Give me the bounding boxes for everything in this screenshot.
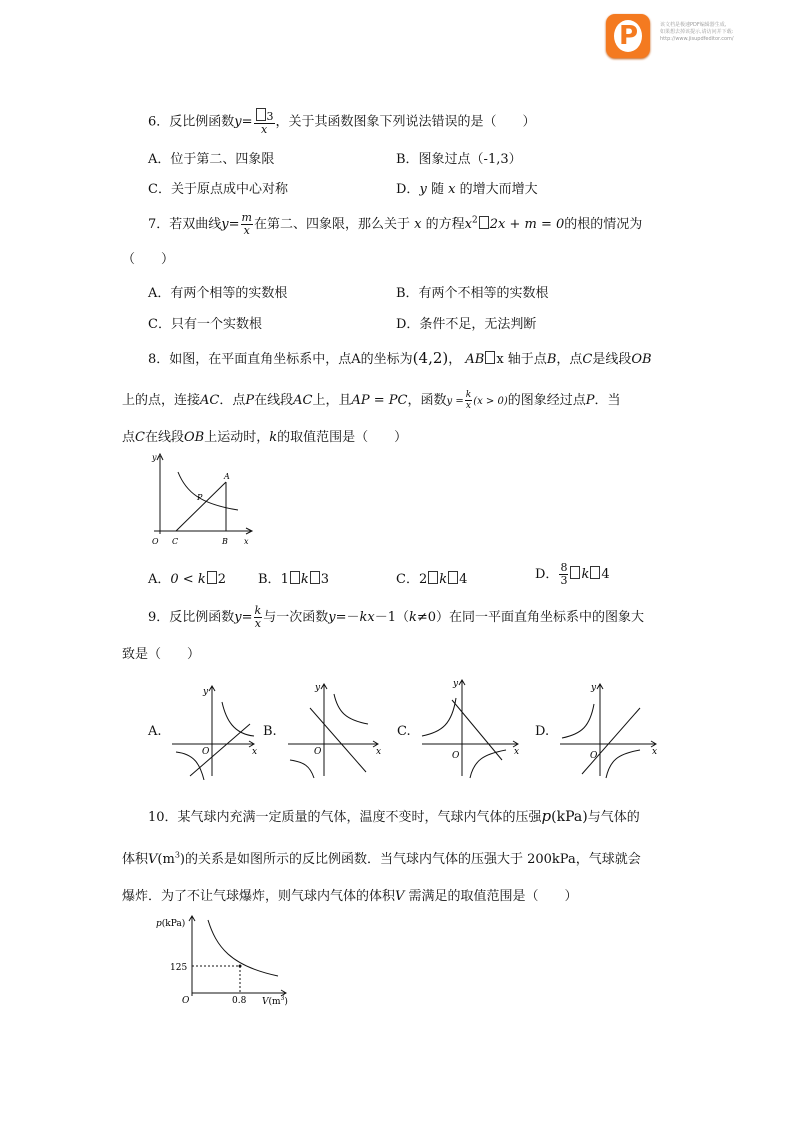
q6-option-d: D．y 随 x 的增大而增大 [396, 182, 538, 197]
q8-option-a: A．0 < k 2 [148, 572, 226, 587]
watermark-line1: 该文档是极速PDF编辑器生成, [660, 22, 727, 28]
q7-option-a: A．有两个相等的实数根 [148, 286, 288, 301]
q10-ylabel: p(kPa) [156, 919, 186, 929]
q8-option-c: C．2 k 4 [396, 572, 468, 587]
q7-option-b: B．有两个不相等的实数根 [396, 286, 549, 301]
q8-label-b: B [222, 537, 228, 546]
q7-paren: （ ） [122, 252, 175, 267]
q10-ytick: 125 [170, 963, 188, 973]
svg-text:y: y [203, 687, 209, 697]
q8-label-x: x [244, 537, 249, 546]
q10-stem-line2: 体积$V(m^3)$的关系是如图所示的反比例函数．当气球内气体的压强大于 200kPa，气球就会 [122, 850, 641, 867]
q9-graph-c [418, 676, 522, 780]
q8-label-a: A [224, 472, 230, 481]
q6-stem: 6．反比例函数y= $\frac{3}{x}$ ，关于其函数图象下列说法错误的是（ ） [148, 110, 536, 136]
q6-fraction: $\frac{3}{x}$ [254, 108, 275, 136]
svg-text:O: O [314, 747, 322, 757]
q8-segment-ac [176, 482, 226, 531]
q10-origin: O [182, 996, 190, 1006]
svg-text:y: y [315, 683, 321, 693]
svg-text:x: x [652, 747, 658, 757]
svg-text:O: O [590, 751, 598, 761]
q8-label-o: O [152, 537, 159, 546]
q10-curve [208, 920, 278, 976]
svg-text:O: O [202, 747, 210, 757]
q9-option-b-label: B. [263, 724, 277, 739]
q9-graph-a [170, 680, 260, 780]
svg-text:x: x [376, 747, 382, 757]
q9-graph-b [284, 680, 384, 780]
q7-option-d: D．条件不足，无法判断 [396, 317, 537, 332]
watermark-text [660, 22, 734, 43]
svg-text:x: x [514, 747, 520, 757]
svg-text:y: y [591, 683, 597, 693]
watermark-logo-icon: P [606, 14, 650, 58]
q8-stem-line3: 点C在线段OB上运动时，k的取值范围是（ ） [122, 430, 408, 445]
q8-stem-line2: 上的点，连接AC．点P在线段AC上，且AP = PC，函数y = $\frac{k}{x}$ (x > 0)的图象经过点P．当 [122, 390, 621, 411]
watermark-line2: 如果想去掉该提示,请访问并下载: [660, 29, 734, 35]
q8-label-p: P [197, 493, 203, 502]
q6-option-a: A．位于第二、四象限 [148, 152, 275, 167]
q8-label-c: C [172, 537, 179, 546]
q8-option-b: B．1 k 3 [258, 572, 330, 587]
svg-text:O: O [452, 751, 460, 761]
q9-option-a-label: A. [148, 724, 162, 739]
q9-graph-d [556, 680, 660, 780]
q10-xlabel: $V(m^3)$ [262, 995, 288, 1007]
q7-option-c: C．只有一个实数根 [148, 317, 262, 332]
svg-text:x: x [252, 747, 258, 757]
q9-stem: 9．反比例函数y= $\frac{k}{x}$ 与一次函数y=－kx－1（k≠0）在同一平面直角坐标系中的图象大 [148, 604, 645, 630]
q9-option-d-label: D. [535, 724, 550, 739]
q7-stem: 7．若双曲线y= $\frac{m}{x}$ 在第二、四象限，那么关于 x 的方程$x^2$ 2x + m = 0的根的情况为 [148, 211, 643, 237]
q10-xtick: 0.8 [232, 996, 247, 1006]
q10-stem-line3: 爆炸．为了不让气球爆炸，则气球内气体的体积V 需满足的取值范围是（ ） [122, 889, 578, 904]
q8-stem-line1: 8．如图，在平面直角坐标系中，点A的坐标为(4,2)， AB x 轴于点B，点C是线段OB [148, 349, 652, 367]
q6-option-c: C．关于原点成中心对称 [148, 182, 288, 197]
q10-stem-line1: 10．某气球内充满一定质量的气体，温度不变时，气球内气体的压强p(kPa)与气体的 [148, 807, 640, 825]
svg-text:y: y [453, 679, 459, 689]
q6-option-b: B．图象过点（-1,3） [396, 152, 522, 167]
q9-stem-line2: 致是（ ） [122, 647, 201, 662]
q10-graph [150, 910, 300, 1010]
q8-label-y: y [152, 453, 157, 462]
watermark-line3: http://www.jisupdfeditor.com/ [660, 36, 734, 42]
q8-option-d: D． $\frac{8}{3}$ k 4 [535, 561, 610, 587]
q9-option-c-label: C. [397, 724, 411, 739]
q8-figure [140, 448, 260, 548]
